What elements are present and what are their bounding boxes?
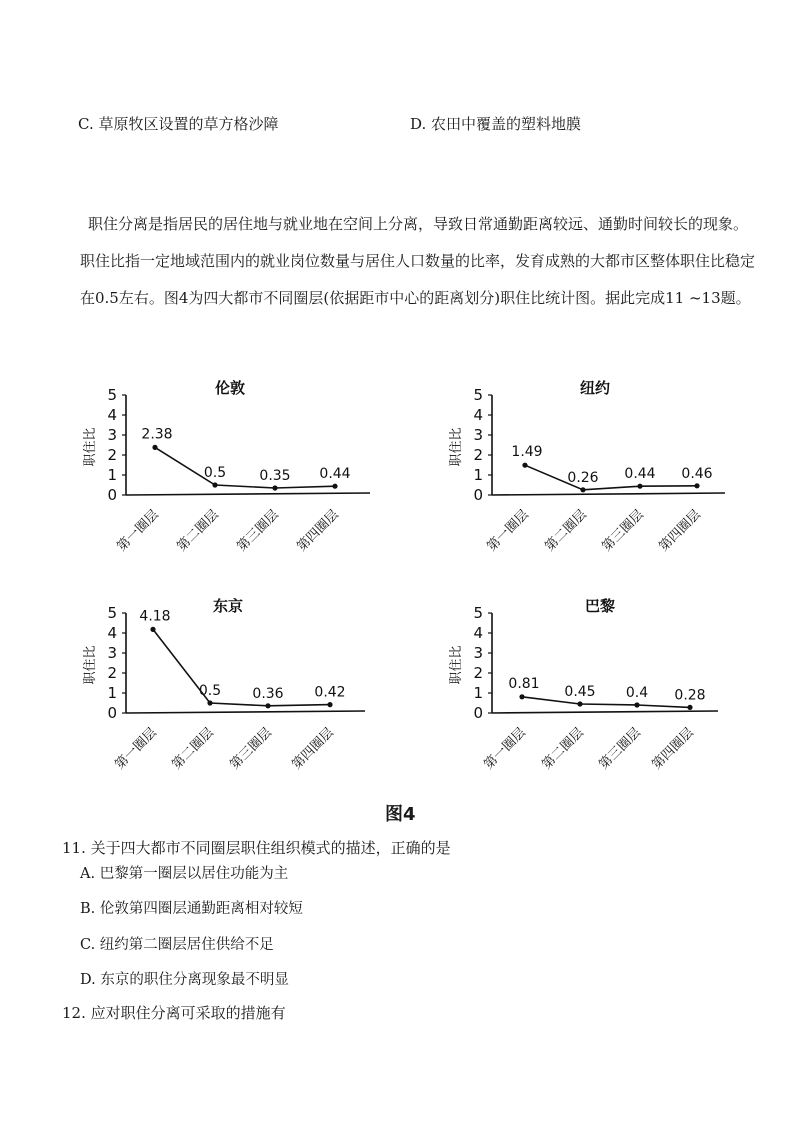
chart-1-y-axis-label: 职住比: [83, 427, 98, 467]
chart-3-data-label: 0.42: [314, 684, 346, 701]
chart-3-data-label: 0.5: [198, 683, 222, 699]
chart-3-point: [207, 700, 212, 705]
chart-4-y-axis-label: 职住比: [449, 645, 464, 685]
question-11-option-c: C. 纽约第二圈层居住供给不足: [80, 937, 274, 953]
chart-3-category-label: 第一圈层: [112, 725, 160, 773]
chart-4-data-label: 0.45: [564, 684, 596, 700]
chart-4-point: [687, 705, 692, 710]
chart-4-category-label: 第一圈层: [481, 725, 529, 773]
chart-2-y-tick-label: 1: [473, 466, 483, 484]
chart-4-y-tick-label: 2: [473, 664, 483, 682]
chart-2-y-tick-label: 2: [473, 446, 483, 464]
chart-3-series-line: [153, 629, 330, 705]
option-d-prev: D. 农田中覆盖的塑料地膜: [410, 115, 582, 133]
chart-4-category-label: 第二圈层: [539, 725, 587, 773]
question-12-stem: 12. 应对职住分离可采取的措施有: [62, 1004, 286, 1022]
chart-1-y-tick-label: 5: [107, 386, 117, 404]
chart-1-category-label: 第三圈层: [234, 507, 282, 555]
chart-4-data-label: 0.81: [508, 675, 540, 692]
chart-1-y-tick-label: 1: [107, 466, 117, 484]
chart-1-title: 伦敦: [214, 379, 246, 397]
chart-3-y-tick-label: 4: [107, 624, 117, 642]
chart-3-category-label: 第四圈层: [289, 725, 337, 773]
chart-4-point: [577, 701, 582, 706]
chart-2-y-axis-label: 职住比: [449, 427, 464, 467]
chart-1-point: [272, 485, 277, 490]
chart-3-y-tick-label: 1: [107, 684, 117, 702]
chart-2-category-label: 第四圈层: [656, 507, 704, 555]
figure-4-charts: [0, 365, 800, 795]
chart-1-point: [152, 445, 157, 450]
chart-4-data-label: 0.28: [674, 687, 706, 704]
option-c-prev: C. 草原牧区设置的草方格沙障: [78, 115, 279, 133]
chart-3-point: [327, 702, 332, 707]
chart-1-data-label: 2.38: [141, 426, 173, 443]
chart-4-y-tick-label: 4: [473, 624, 483, 642]
question-11-option-a: A. 巴黎第一圈层以居住功能为主: [80, 866, 289, 882]
chart-4-data-label: 0.4: [625, 685, 649, 701]
chart-2-y-tick-label: 0: [473, 486, 483, 504]
chart-2-data-label: 0.44: [624, 466, 656, 483]
chart-2-x-axis: [492, 493, 725, 495]
passage-paragraph: [80, 206, 760, 317]
chart-2-category-label: 第一圈层: [484, 507, 532, 555]
chart-4-point: [634, 702, 639, 707]
chart-3-data-label: 0.36: [252, 685, 284, 702]
chart-1-y-tick-label: 4: [107, 406, 117, 424]
chart-1-point: [332, 484, 337, 489]
chart-1-data-label: 0.5: [203, 465, 227, 481]
chart-1-data-label: 0.35: [259, 468, 291, 484]
chart-3-x-axis: [126, 711, 365, 713]
chart-3-y-tick-label: 5: [107, 604, 117, 622]
chart-3-point: [150, 627, 155, 632]
chart-3-category-label: 第三圈层: [227, 725, 275, 773]
chart-1-data-label: 0.44: [319, 466, 351, 483]
chart-1-category-label: 第四圈层: [294, 507, 342, 555]
chart-4-y-tick-label: 3: [473, 644, 483, 662]
chart-2-series-line: [525, 465, 697, 490]
chart-4-y-tick-label: 0: [473, 704, 483, 722]
chart-2-point: [637, 484, 642, 489]
chart-1-series-line: [155, 447, 335, 488]
chart-2-category-label: 第三圈层: [599, 507, 647, 555]
chart-2-y-tick-label: 5: [473, 386, 483, 404]
chart-2-title: 纽约: [579, 379, 611, 397]
chart-1-y-tick-label: 0: [107, 486, 117, 504]
chart-4-point: [519, 694, 524, 699]
chart-4-title: 巴黎: [584, 597, 616, 615]
chart-3-y-tick-label: 2: [107, 664, 117, 682]
chart-1-category-label: 第一圈层: [114, 507, 162, 555]
chart-2-category-label: 第二圈层: [542, 507, 590, 555]
question-11-option-d: D. 东京的职住分离现象最不明显: [80, 972, 289, 988]
chart-1-y-tick-label: 3: [107, 426, 117, 444]
question-11-stem: 11. 关于四大都市不同圈层职住组织模式的描述，正确的是: [62, 839, 451, 857]
chart-4-y-tick-label: 1: [473, 684, 483, 702]
chart-2-point: [522, 463, 527, 468]
chart-3-point: [265, 703, 270, 708]
chart-2-data-label: 0.46: [681, 465, 713, 482]
chart-3-title: 东京: [212, 597, 244, 615]
chart-4-category-label: 第四圈层: [649, 725, 697, 773]
chart-4-y-tick-label: 5: [473, 604, 483, 622]
chart-2-y-tick-label: 4: [473, 406, 483, 424]
chart-2-y-tick-label: 3: [473, 426, 483, 444]
chart-1-point: [212, 482, 217, 487]
chart-2-point: [580, 487, 585, 492]
chart-1-category-label: 第二圈层: [174, 507, 222, 555]
chart-4-series-line: [522, 697, 690, 708]
chart-4-x-axis: [492, 711, 718, 713]
chart-3-y-tick-label: 3: [107, 644, 117, 662]
passage-text: 职住分离是指居民的居住地与就业地在空间上分离，导致日常通勤距离较远、通勤时间较长的现象。职住比指一定地域范围内的就业岗位数量与居住人口数量的比率，发育成熟的大都市区整体职住比稳定在0.5左右。图4为四大都市不同圈层(依据距市中心的距离划分)职住比统计图。据此完成11 ~13题。: [80, 215, 756, 307]
chart-1-x-axis: [126, 493, 370, 495]
chart-2-data-label: 0.26: [567, 469, 599, 486]
chart-3-y-axis-label: 职住比: [83, 645, 98, 685]
chart-2-point: [694, 483, 699, 488]
chart-3-data-label: 4.18: [139, 608, 171, 625]
chart-3-y-tick-label: 0: [107, 704, 117, 722]
figure-label: 图4: [385, 804, 416, 825]
chart-3-category-label: 第二圈层: [169, 725, 217, 773]
question-11-option-b: B. 伦敦第四圈层通勤距离相对较短: [80, 901, 303, 917]
chart-2-data-label: 1.49: [511, 444, 543, 461]
chart-4-category-label: 第三圈层: [596, 725, 644, 773]
chart-1-y-tick-label: 2: [107, 446, 117, 464]
